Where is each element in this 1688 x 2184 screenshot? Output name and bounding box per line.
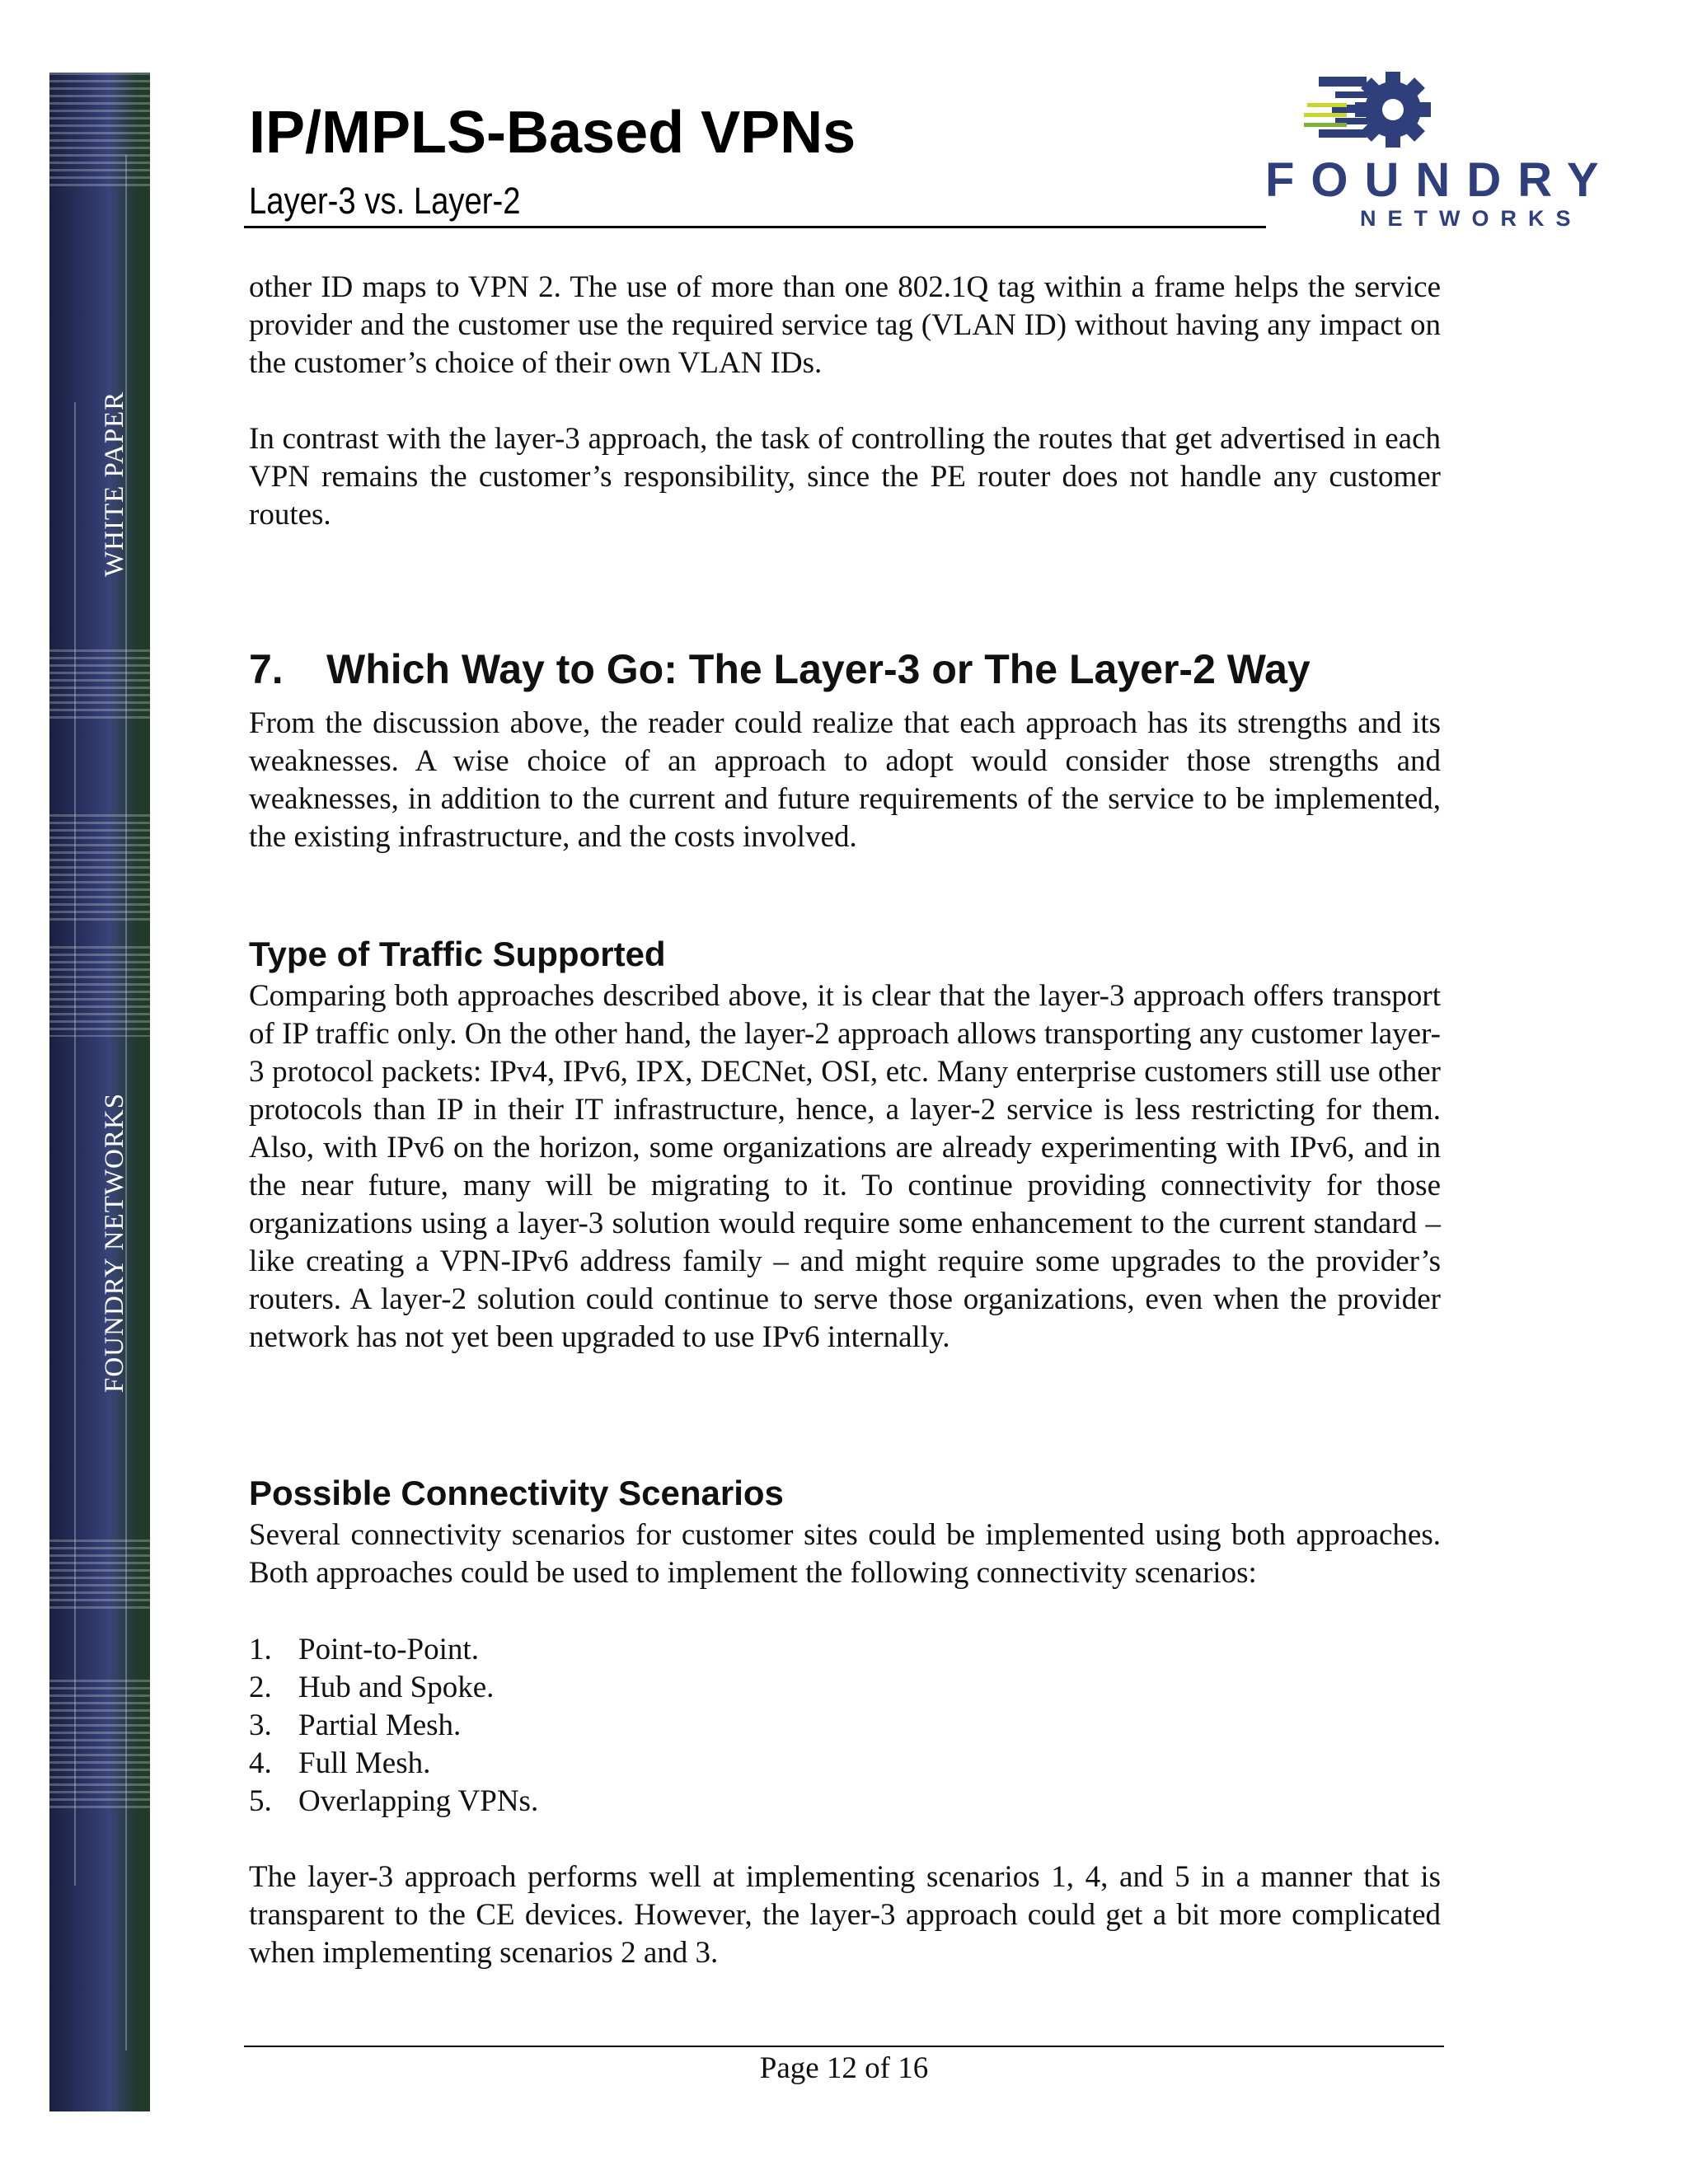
section-title: Which Way to Go: The Layer-3 or The Layer-2 Way — [326, 646, 1311, 692]
document-title: IP/MPLS-Based VPNs — [249, 100, 856, 166]
paragraph: The layer-3 approach performs well at implementing scenarios 1, 4, and 5 in a manner that is transparent to the CE devices. However, the layer-3 approach could get a bit more complicated when implementing scenarios 2 and 3. — [249, 1860, 1441, 1970]
page-number — [0, 2050, 1688, 2088]
skyline-decoration — [49, 649, 150, 724]
paragraph: From the discussion above, the reader could realize that each approach has its strengths and its weaknesses. A wise choice of an approach to adopt would consider those strengths and weaknesses, in addition to the current and future requirements of the service to be implemented, the existing infrastructure, and the costs involved. — [249, 706, 1441, 854]
scenario-list — [249, 1631, 1441, 1821]
page-number-text: Page 12 of 16 — [759, 2051, 929, 2085]
subsection-heading — [249, 1476, 1441, 1511]
paragraph-block — [249, 1516, 1441, 1592]
paragraph: Comparing both approaches described above, it is clear that the layer-3 approach offers transport of IP traffic only. On the other hand, the layer-2 approach allows transporting any customer layer-3 protocol packets: IPv4, IPv6, IPX, DECNet, OSI, etc. Many enterprise customers still use other protocols than IP in their IT infrastructure, hence, a layer-2 service is less restricting for them. Also, with IPv6 on the horizon, some organizations are already experimenting with IPv6, and in the near future, many will be migrating to it. To continue providing connectivity for those organizations using a layer-3 solution would require some enhancement to the current standard – like creating a VPN-IPv6 address family – and might require some upgrades to the provider’s routers. A layer-2 solution could continue to serve those organizations, even when the provider network has not yet been upgraded to use IPv6 internally. — [249, 979, 1441, 1354]
paragraph-block — [249, 705, 1441, 856]
list-item: 4. Full Mesh. — [249, 1746, 431, 1780]
list-item: 5. Overlapping VPNs. — [249, 1784, 539, 1818]
document-subtitle: Layer-3 vs. Layer-2 — [249, 180, 521, 222]
paragraph: other ID maps to VPN 2. The use of more than one 802.1Q tag within a frame helps the service provider and the customer use the required service tag (VLAN ID) without having any impact on the customer’s choice of their own VLAN IDs. — [249, 270, 1441, 380]
header-divider — [244, 226, 1266, 228]
skyline-decoration — [49, 1540, 150, 1614]
skyline-decoration — [49, 73, 150, 188]
paragraph: In contrast with the layer-3 approach, the task of controlling the routes that get advertised in each VPN remains the customer’s responsibility, since the PE router does not handle any customer routes. — [249, 422, 1441, 532]
paragraph-block — [249, 977, 1441, 1357]
subheading-scenarios: Possible Connectivity Scenarios — [249, 1474, 784, 1512]
paragraph-block — [249, 269, 1441, 382]
list-item: 2. Hub and Spoke. — [249, 1671, 495, 1704]
band-label-foundry-networks: FOUNDRY NETWORKS — [100, 1092, 129, 1393]
subheading-traffic: Type of Traffic Supported — [249, 935, 666, 973]
paragraph-block — [249, 420, 1441, 534]
skyline-decoration — [49, 1680, 150, 1811]
subsection-heading — [249, 937, 1441, 972]
paragraph: Several connectivity scenarios for customer sites could be implemented using both approaches. Both approaches could be used to implement the following connectivity scenarios: — [249, 1518, 1441, 1590]
skyline-decoration — [49, 946, 150, 1037]
logo-subtext: NETWORKS — [1360, 206, 1582, 231]
band-label-white-paper: WHITE PAPER — [100, 391, 129, 577]
footer-divider — [244, 2046, 1444, 2047]
list-item: 3. Partial Mesh. — [249, 1708, 462, 1742]
section-heading — [249, 646, 1441, 692]
logo-wordmark: FOUNDRY — [1265, 153, 1615, 207]
section-number: 7. — [249, 646, 284, 692]
streak-decoration — [74, 402, 76, 1886]
paragraph-block — [249, 1858, 1441, 1972]
list-item: 1. Point-to-Point. — [249, 1633, 479, 1666]
skyline-decoration — [49, 814, 150, 921]
